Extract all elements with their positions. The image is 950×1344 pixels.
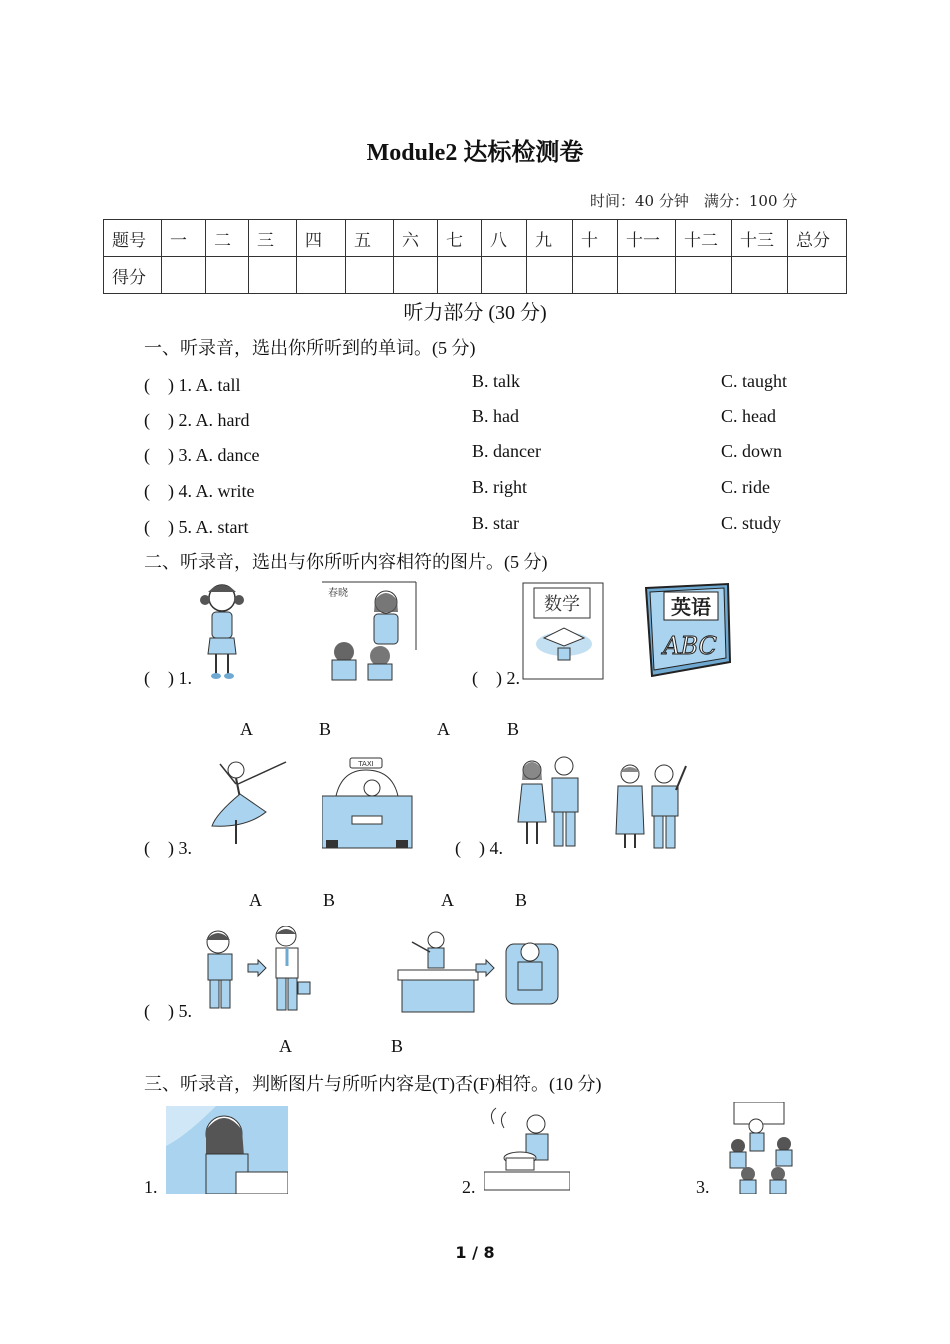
score-input-cell[interactable] xyxy=(482,257,527,294)
option-c: C. taught xyxy=(721,371,787,391)
score-input-cell[interactable] xyxy=(732,257,788,294)
score-cell: 十二 xyxy=(676,220,732,257)
girl-writing-illustration xyxy=(166,1106,288,1194)
teacher-classroom-illustration xyxy=(322,580,418,682)
score-cell: 六 xyxy=(394,220,438,257)
score-cell: 三 xyxy=(249,220,297,257)
score-cell: 七 xyxy=(438,220,482,257)
option-b: B. had xyxy=(472,406,519,426)
teacher-to-old-man-illustration xyxy=(396,930,562,1014)
taxi-sign: TAXI xyxy=(358,760,374,768)
dancer-illustration xyxy=(206,754,290,850)
listening-header: 听力部分 (30 分) xyxy=(403,302,547,324)
boy-to-man-illustration xyxy=(198,926,316,1014)
score-input-cell[interactable] xyxy=(573,257,618,294)
girl-illustration xyxy=(198,580,250,682)
option-a-label: A xyxy=(437,719,450,739)
score-cell: 四 xyxy=(297,220,346,257)
score-input-cell[interactable] xyxy=(297,257,346,294)
option-a-label: A xyxy=(441,890,454,910)
question-stem: ( ) 1. A. tall xyxy=(144,375,241,395)
option-b: B. right xyxy=(472,477,528,497)
option-b-label: B xyxy=(391,1036,404,1056)
score-cell: 九 xyxy=(527,220,573,257)
math-book-illustration xyxy=(522,582,604,680)
question-stem: ( ) 2. A. hard xyxy=(144,410,250,430)
option-a-label: A xyxy=(279,1036,292,1056)
option-a-label: A xyxy=(240,719,253,739)
score-input-cell[interactable] xyxy=(788,257,847,294)
option-b-label: B xyxy=(515,890,528,910)
part2-heading: 二、听录音，选出与你所听内容相符的图片。(5 分) xyxy=(144,552,548,572)
score-cell: 总分 xyxy=(788,220,847,257)
option-b: B. star xyxy=(472,513,519,533)
page-number: 1 / 8 xyxy=(455,1243,495,1262)
question-label: ( ) 4. xyxy=(455,838,503,858)
option-b-label: B xyxy=(507,719,520,739)
book-english-title: 英语 xyxy=(671,595,711,619)
score-cell: 十 xyxy=(573,220,618,257)
taxi-illustration xyxy=(322,756,414,850)
classroom-group-illustration xyxy=(726,1102,798,1194)
score-table xyxy=(103,219,847,294)
score-input-cell[interactable] xyxy=(618,257,676,294)
young-couple-illustration xyxy=(514,754,590,850)
score-cell: 题号 xyxy=(104,220,162,257)
english-book-illustration xyxy=(640,582,734,680)
part1-heading: 一、听录音，选出你所听到的单词。(5 分) xyxy=(144,338,476,358)
score-input-cell[interactable] xyxy=(527,257,573,294)
option-c: C. ride xyxy=(721,477,770,497)
option-b: B. talk xyxy=(472,371,520,391)
question-label: ( ) 1. xyxy=(144,668,192,688)
page-title: Module2 达标检测卷 xyxy=(366,140,584,166)
item-number: 3. xyxy=(696,1177,710,1197)
score-input-cell[interactable] xyxy=(394,257,438,294)
score-cell: 一 xyxy=(162,220,206,257)
score-cell: 十一 xyxy=(618,220,676,257)
question-label: ( ) 5. xyxy=(144,1001,192,1021)
score-input-cell[interactable] xyxy=(346,257,394,294)
part3-heading: 三、听录音，判断图片与所听内容是(T)否(F)相符。(10 分) xyxy=(144,1074,602,1094)
old-couple-illustration xyxy=(612,760,692,850)
score-cell: 八 xyxy=(482,220,527,257)
book-math-title: 数学 xyxy=(544,594,580,615)
option-c: C. head xyxy=(721,406,776,426)
option-b-label: B xyxy=(323,890,336,910)
option-c: C. down xyxy=(721,441,783,461)
question-stem: ( ) 4. A. write xyxy=(144,481,255,501)
score-input-cell[interactable] xyxy=(162,257,206,294)
exam-meta: 时间：40 分钟 满分：100 分 xyxy=(590,192,798,210)
board-text: 春晓 xyxy=(328,588,348,599)
score-input-cell[interactable] xyxy=(249,257,297,294)
book-abc-text: ABC xyxy=(663,632,717,660)
item-number: 2. xyxy=(462,1177,476,1197)
score-input-cell[interactable] xyxy=(438,257,482,294)
question-label: ( ) 2. xyxy=(472,668,520,688)
score-input-cell[interactable] xyxy=(676,257,732,294)
item-number: 1. xyxy=(144,1177,158,1197)
question-label: ( ) 3. xyxy=(144,838,192,858)
score-cell: 五 xyxy=(346,220,394,257)
option-b-label: B xyxy=(319,719,332,739)
question-stem: ( ) 5. A. start xyxy=(144,517,249,537)
score-table-score-row xyxy=(104,257,847,294)
score-cell: 十三 xyxy=(732,220,788,257)
option-c: C. study xyxy=(721,513,782,533)
score-label-cell: 得分 xyxy=(104,257,162,294)
question-stem: ( ) 3. A. dance xyxy=(144,445,260,465)
score-cell: 二 xyxy=(206,220,249,257)
cooking-illustration xyxy=(484,1104,570,1194)
option-b: B. dancer xyxy=(472,441,541,461)
option-a-label: A xyxy=(249,890,262,910)
score-input-cell[interactable] xyxy=(206,257,249,294)
score-table-header-row xyxy=(104,220,847,257)
